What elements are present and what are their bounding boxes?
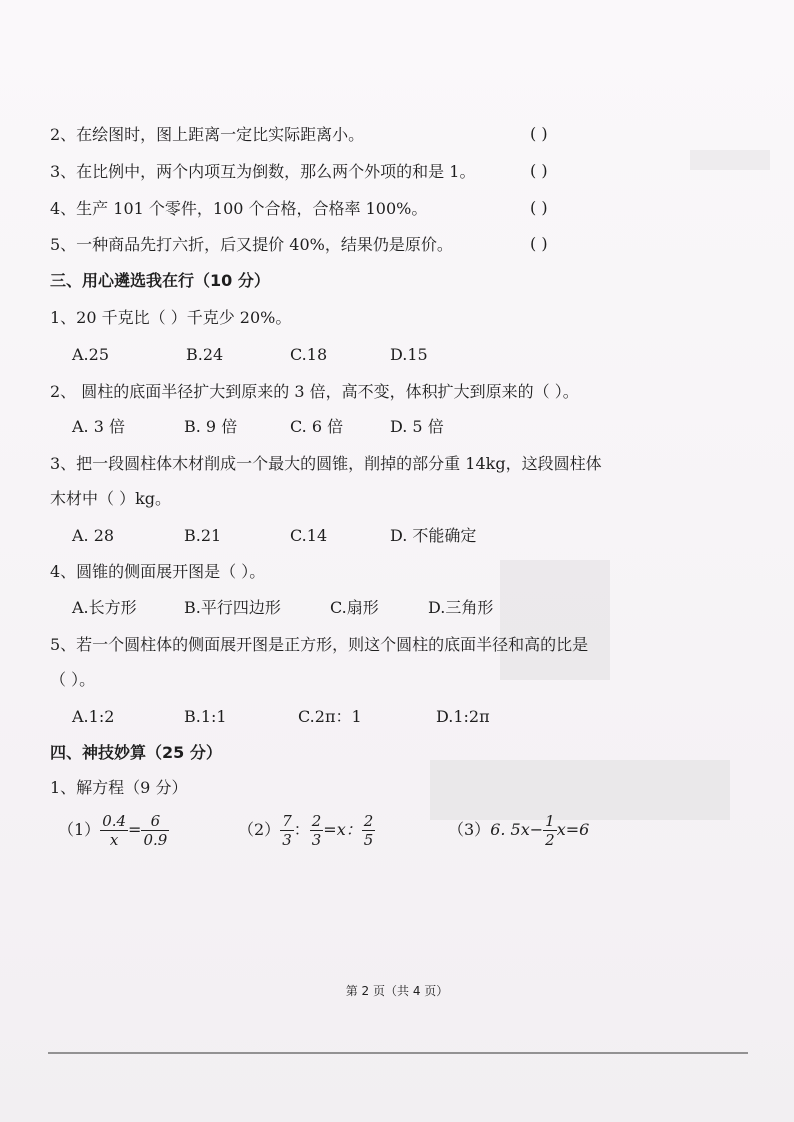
judge-item-3: 3、在比例中，两个内项互为倒数，那么两个外项的和是 1。 <box>50 162 476 181</box>
answer-paren: ( ) <box>530 124 548 143</box>
option: C. 6 倍 <box>290 417 344 436</box>
answer-paren: ( ) <box>530 161 548 180</box>
bleed-through <box>430 760 730 820</box>
option: C.2π：1 <box>298 707 362 726</box>
section-title: 三、用心遴选我在行（10 分） <box>50 271 270 290</box>
subsection-title: 1、解方程（9 分） <box>50 778 188 797</box>
mc-question-2: 2、 圆柱的底面半径扩大到原来的 3 倍，高不变，体积扩大到原来的（ ）。 <box>50 382 579 401</box>
bleed-through <box>500 560 610 680</box>
option: A.长方形 <box>72 598 137 617</box>
bottom-rule <box>48 1052 748 1054</box>
mc-question-4: 4、圆锥的侧面展开图是（ ）。 <box>50 562 266 581</box>
judge-item-5: 5、一种商品先打六折，后又提价 40%，结果仍是原价。 <box>50 235 453 254</box>
answer-paren: ( ) <box>530 234 548 253</box>
option: B.21 <box>184 526 222 545</box>
page-footer: 第 2 页（共 4 页） <box>345 984 449 998</box>
equation-1: （1） $\frac{0.4}{x}$ = $\frac{6}{0.9}$ <box>58 812 168 849</box>
option: D.1:2π <box>436 707 490 726</box>
option: B.平行四边形 <box>184 598 281 617</box>
option: A. 28 <box>72 526 115 545</box>
option: C.18 <box>290 345 328 364</box>
option: A. 3 倍 <box>72 417 125 436</box>
option: A.25 <box>72 345 109 364</box>
option: C.扇形 <box>330 598 379 617</box>
judge-item-4: 4、生产 101 个零件，100 个合格，合格率 100%。 <box>50 199 428 218</box>
section-title: 四、神技妙算（25 分） <box>50 743 222 762</box>
equation-2: （2） $\frac{7}{3}$ ： $\frac{2}{3}$ =x： $\frac{2}{5}$ <box>238 812 374 849</box>
option: C.14 <box>290 526 328 545</box>
mc-question-3-cont: 木材中（ ）kg。 <box>50 489 172 508</box>
judge-item-2: 2、在绘图时，图上距离一定比实际距离小。 <box>50 125 365 144</box>
option: A.1:2 <box>72 707 115 726</box>
mc-question-5: 5、若一个圆柱体的侧面展开图是正方形，则这个圆柱的底面半径和高的比是 <box>50 635 589 654</box>
option: D.15 <box>390 345 428 364</box>
bleed-through <box>690 150 770 170</box>
option: B.24 <box>186 345 224 364</box>
mc-question-5-cont: （ ）。 <box>50 670 96 689</box>
option: B.1:1 <box>184 707 227 726</box>
option: B. 9 倍 <box>184 417 238 436</box>
mc-question-3: 3、把一段圆柱体木材削成一个最大的圆锥，削掉的部分重 14kg，这段圆柱体 <box>50 454 602 473</box>
option: D. 5 倍 <box>390 417 444 436</box>
mc-question-1: 1、20 千克比（ ）千克少 20%。 <box>50 308 292 327</box>
option: D. 不能确定 <box>390 526 477 545</box>
option: D.三角形 <box>428 598 494 617</box>
equation-3: （3）6. 5x− $\frac{1}{2}$ x=6 <box>448 812 590 849</box>
answer-paren: ( ) <box>530 198 548 217</box>
